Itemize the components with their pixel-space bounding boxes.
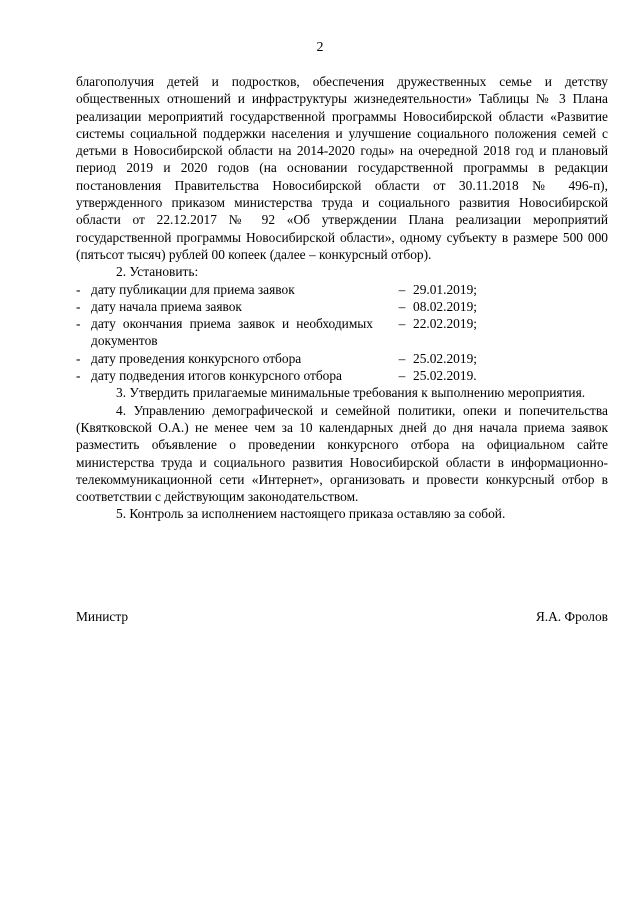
list-bullet: - [76,281,81,297]
dates-list [76,281,608,385]
page-number: 2 [316,40,324,55]
date-dash: – [398,350,406,366]
date-value: 08.02.2019; [413,298,477,314]
signatory-name: Я.А. Фролов [535,609,608,624]
list-item [76,315,608,350]
list-bullet: - [76,368,81,384]
intro-paragraph: благополучия детей и подростков, обеспечения дружественных семье и детству общественных отношений и инфраструктуры жизнедеятельности» Таблицы № 3 Плана реализации мероприятий государственной программы Новосибирской области «Развитие системы социальной поддержки населения и улучшение социального положения семей с детьми в Новосибирской области на 2014-2020 годы» на очередной 2018 год и плановый период 2019 и 2020 годов (на основании государственной программы в редакции постановления Правительства Новосибирской области от 30.11.2018 № 496-п), утвержденного приказом министерства труда и социального развития Новосибирской области от 22.12.2017 № 92 «Об утверждении Плана реализации мероприятий государственной программы Новосибирской области», одному субъекту в размере 500 000 (пятьсот тысяч) рублей 00 копеек (далее – конкурсный отбор). [76,74,608,262]
date-dash: – [398,281,406,297]
date-value: 25.02.2019. [413,368,477,384]
date-value: 22.02.2019; [413,316,477,332]
list-item [76,281,608,298]
signature-block [76,609,608,629]
list-item [76,367,608,384]
item-5-paragraph: 5. Контроль за исполнением настоящего приказа оставляю за собой. [116,506,506,522]
date-value: 25.02.2019; [413,350,477,366]
date-dash: – [398,368,406,384]
list-bullet: - [76,350,81,366]
list-item [76,298,608,315]
date-dash: – [398,316,406,332]
date-label: дату подведения итогов конкурсного отбора [91,368,343,384]
date-value: 29.01.2019; [413,281,477,297]
date-label: дату проведения конкурсного отбора [91,350,302,366]
item-3-paragraph: 3. Утвердить прилагаемые минимальные требования к выполнению мероприятия. [116,385,586,401]
document-body [76,73,608,523]
item-2-heading: 2. Установить: [116,264,199,280]
date-label: дату публикации для приема заявок [91,281,295,297]
date-label: дату начала приема заявок [91,298,242,314]
list-item [76,350,608,367]
item-4-paragraph: 4. Управлению демографической и семейной политики, опеки и попечительства (Квятковской О.А.) не менее чем за 10 календарных дней до дня начала приема заявок разместить объявление о проведении конкурсного отбора на официальном сайте министерства труда и социального развития Новосибирской области в информационно-телекоммуникационной сети «Интернет», организовать и провести конкурсный отбор в соответствии с действующим законодательством. [76,402,608,505]
list-bullet: - [76,316,81,332]
date-label: дату окончания приема заявок и необходимых документов [91,316,373,349]
list-bullet: - [76,298,81,314]
signatory-position: Министр [76,609,129,624]
date-dash: – [398,298,406,314]
